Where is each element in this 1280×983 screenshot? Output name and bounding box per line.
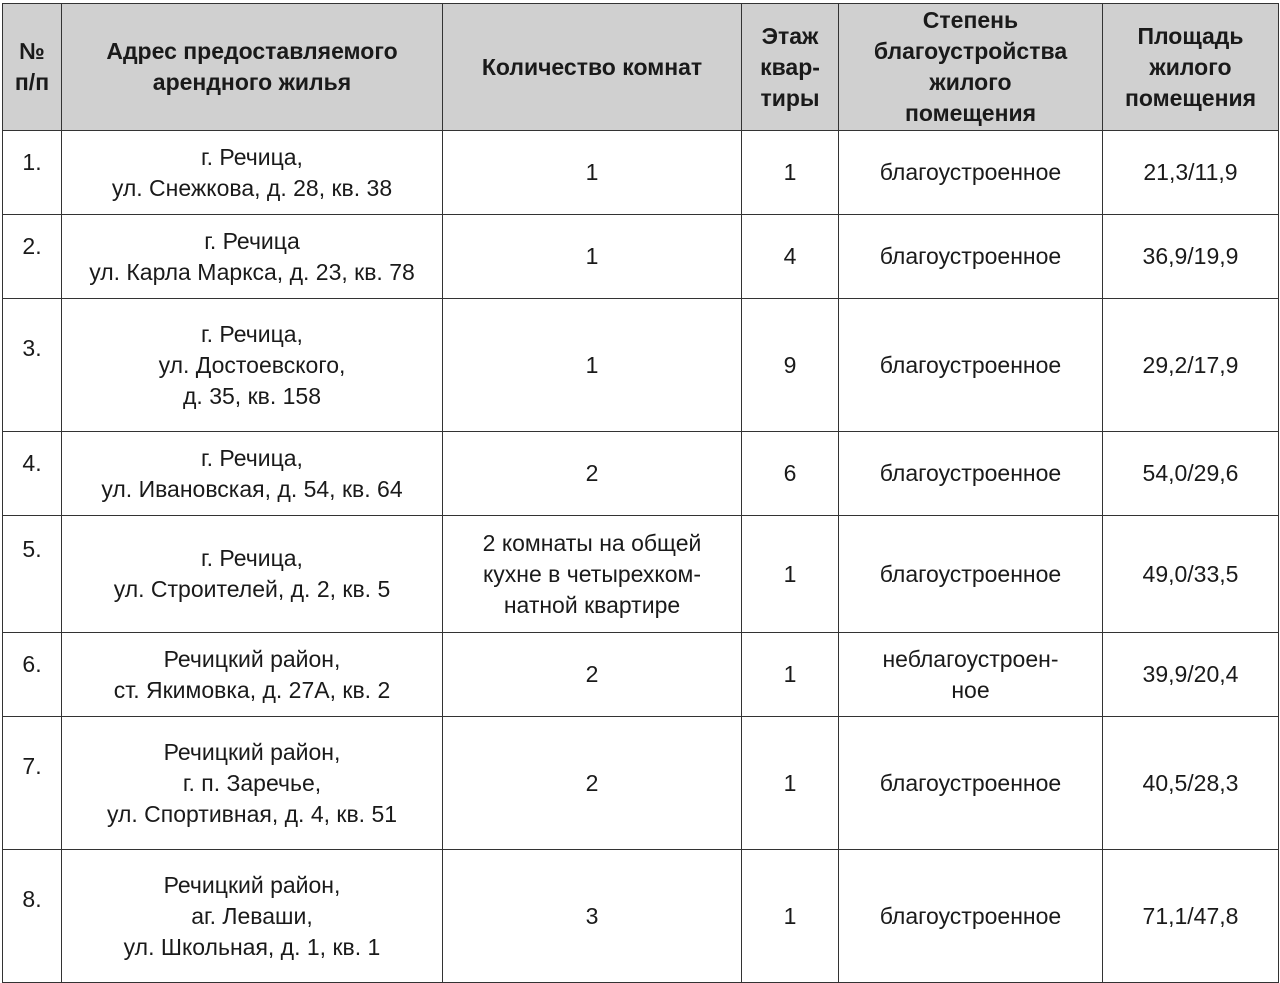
cell-address: г. Речица, ул. Ивановская, д. 54, кв. 64: [62, 432, 443, 516]
table-row: [3, 131, 1279, 215]
cell-area: 71,1/47,8: [1103, 850, 1279, 983]
cell-comfort-level: благоустроенное: [839, 215, 1103, 299]
cell-rooms: 2: [443, 432, 742, 516]
table-row: [3, 717, 1279, 850]
cell-area: 36,9/19,9: [1103, 215, 1279, 299]
table-row: [3, 850, 1279, 983]
header-comfort-level: Степень благоустройства жилого помещения: [839, 4, 1103, 131]
header-area: Площадь жилого помещения: [1103, 4, 1279, 131]
cell-rooms: 1: [443, 299, 742, 432]
cell-address: Речицкий район, г. п. Заречье, ул. Спортивная, д. 4, кв. 51: [62, 717, 443, 850]
table-row: [3, 432, 1279, 516]
cell-address: г. Речица, ул. Достоевского, д. 35, кв. 158: [62, 299, 443, 432]
header-floor: Этаж квар- тиры: [742, 4, 839, 131]
cell-area: 21,3/11,9: [1103, 131, 1279, 215]
table-row: [3, 516, 1279, 633]
header-rooms: Количество комнат: [443, 4, 742, 131]
cell-number: 7.: [3, 717, 62, 850]
cell-floor: 6: [742, 432, 839, 516]
cell-number: 3.: [3, 299, 62, 432]
cell-comfort-level: благоустроенное: [839, 850, 1103, 983]
cell-area: 39,9/20,4: [1103, 633, 1279, 717]
rental-housing-table: [2, 3, 1279, 983]
cell-address: Речицкий район, ст. Якимовка, д. 27А, кв. 2: [62, 633, 443, 717]
cell-floor: 9: [742, 299, 839, 432]
header-address: Адрес предоставляемого арендного жилья: [62, 4, 443, 131]
cell-number: 4.: [3, 432, 62, 516]
cell-floor: 1: [742, 516, 839, 633]
table-row: [3, 633, 1279, 717]
cell-rooms: 2 комнаты на общей кухне в четырехком- натной квартире: [443, 516, 742, 633]
cell-number: 2.: [3, 215, 62, 299]
cell-address: г. Речица ул. Карла Маркса, д. 23, кв. 78: [62, 215, 443, 299]
cell-floor: 4: [742, 215, 839, 299]
cell-area: 49,0/33,5: [1103, 516, 1279, 633]
cell-address: Речицкий район, аг. Леваши, ул. Школьная, д. 1, кв. 1: [62, 850, 443, 983]
cell-number: 6.: [3, 633, 62, 717]
cell-number: 1.: [3, 131, 62, 215]
cell-address: г. Речица, ул. Строителей, д. 2, кв. 5: [62, 516, 443, 633]
cell-comfort-level: благоустроенное: [839, 432, 1103, 516]
cell-rooms: 1: [443, 131, 742, 215]
cell-address: г. Речица, ул. Снежкова, д. 28, кв. 38: [62, 131, 443, 215]
cell-rooms: 2: [443, 717, 742, 850]
cell-floor: 1: [742, 131, 839, 215]
cell-rooms: 2: [443, 633, 742, 717]
header-number: № п/п: [3, 4, 62, 131]
cell-area: 29,2/17,9: [1103, 299, 1279, 432]
table-row: [3, 299, 1279, 432]
cell-comfort-level: неблагоустроен- ное: [839, 633, 1103, 717]
cell-comfort-level: благоустроенное: [839, 717, 1103, 850]
cell-area: 40,5/28,3: [1103, 717, 1279, 850]
cell-number: 8.: [3, 850, 62, 983]
cell-rooms: 3: [443, 850, 742, 983]
cell-comfort-level: благоустроенное: [839, 131, 1103, 215]
cell-floor: 1: [742, 850, 839, 983]
cell-comfort-level: благоустроенное: [839, 516, 1103, 633]
table-row: [3, 215, 1279, 299]
cell-area: 54,0/29,6: [1103, 432, 1279, 516]
cell-number: 5.: [3, 516, 62, 633]
table-header-row: [3, 4, 1279, 131]
cell-floor: 1: [742, 633, 839, 717]
cell-rooms: 1: [443, 215, 742, 299]
cell-floor: 1: [742, 717, 839, 850]
cell-comfort-level: благоустроенное: [839, 299, 1103, 432]
